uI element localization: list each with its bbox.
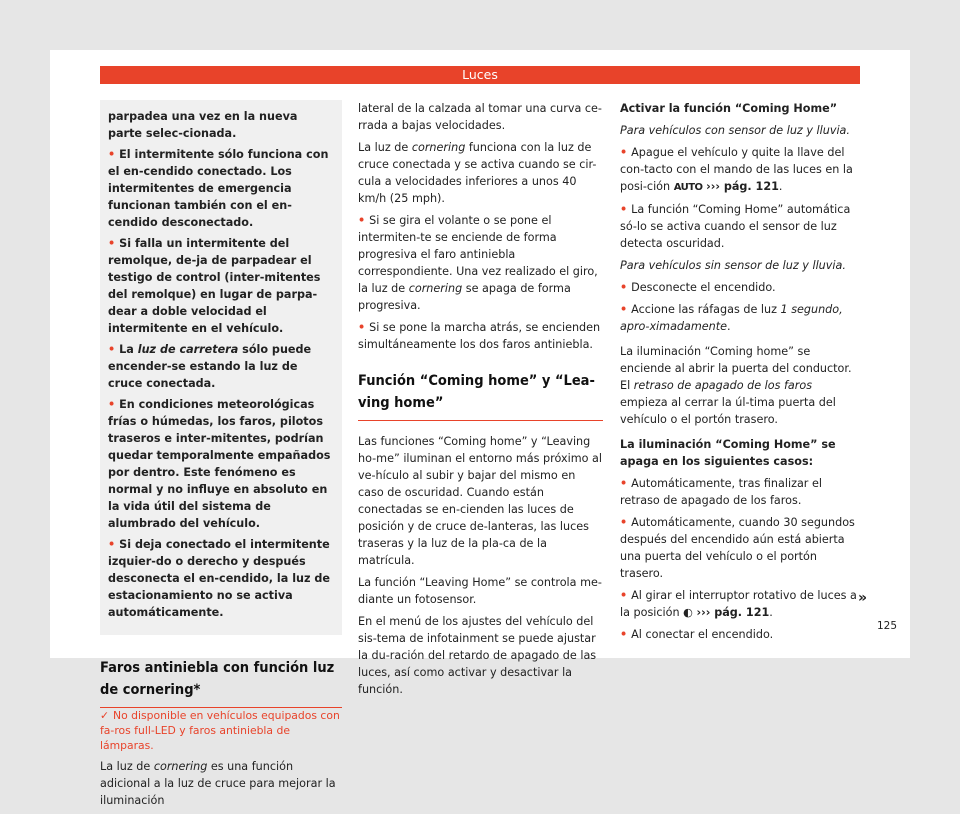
section-title-coming-home: Función “Coming home” y “Lea-ving home” bbox=[358, 370, 603, 421]
column-1 bbox=[100, 100, 342, 814]
bullet-icon: • bbox=[358, 321, 366, 334]
page-number: 125 bbox=[877, 620, 898, 632]
note-item: • El intermitente sólo funciona con el en-cendido conectado. Los intermitentes de emergencia funcionan también con el en-cendido desconectado. bbox=[108, 148, 329, 229]
column-3 bbox=[620, 100, 860, 648]
list-item: • Al conectar el encendido. bbox=[620, 628, 774, 641]
bullet-icon: • bbox=[620, 146, 628, 159]
bullet-icon: • bbox=[620, 628, 628, 641]
list-item: • Si se pone la marcha atrás, se encienden simultáneamente los dos faros antiniebla. bbox=[358, 321, 601, 351]
check-icon: ✓ bbox=[100, 709, 110, 722]
continue-icon: » bbox=[858, 590, 868, 606]
bullet-icon: • bbox=[620, 281, 628, 294]
list-item: • Al girar el interruptor rotativo de luces a la posición ◐ ››› pág. 121. bbox=[620, 589, 857, 619]
list-item: • Si se gira el volante o se pone el intermiten-te se enciende de forma progresiva el faro antiniebla correspondiente. Una vez realizado el giro, la luz de cornering se apaga de forma progresiva. bbox=[358, 214, 598, 312]
note-item: • En condiciones meteorológicas frías o húmedas, los faros, pilotos traseros e inter-mitentes, podrían quedar temporalmente empañados por dentro. Este fenómeno es normal y no influye en absoluto en la vida útil del sistema de alumbrado del vehículo. bbox=[108, 398, 331, 530]
bullet-icon: • bbox=[108, 148, 116, 161]
bullet-icon: • bbox=[620, 477, 628, 490]
paragraph: La iluminación “Coming home” se enciende al abrir la puerta del conductor. El retraso de apagado de los faros empieza al cerrar la úl-tima puerta del vehículo o el portón trasero. bbox=[620, 345, 852, 426]
note-item: • Si deja conectado el intermitente izquier-do o derecho y después desconecta el en-cendido, la luz de estacionamiento no se activa automáticamente. bbox=[108, 538, 331, 619]
paragraph: En el menú de los ajustes del vehículo del sis-tema de infotainment se puede ajustar la du-ración del retardo de apagado de las luces, así como activar y desactivar la función. bbox=[358, 615, 597, 696]
list-item: • La función “Coming Home” automática só-lo se activa cuando el sensor de luz detecta oscuridad. bbox=[620, 203, 851, 250]
list-item: • Automáticamente, cuando 30 segundos después del encendido aún está abierta una puerta del vehículo o el portón trasero. bbox=[620, 516, 855, 580]
list-item: • Automáticamente, tras finalizar el retraso de apagado de los faros. bbox=[620, 477, 822, 507]
bullet-icon: • bbox=[358, 214, 366, 227]
page-reference[interactable]: ››› pág. 121 bbox=[706, 180, 779, 193]
note-box bbox=[100, 100, 342, 635]
bullet-icon: • bbox=[620, 589, 628, 602]
note-text: parpadea una vez en la nueva parte selec-cionada. bbox=[108, 110, 298, 140]
condition-note: Para vehículos sin sensor de luz y lluvia. bbox=[620, 259, 846, 272]
subheading: Activar la función “Coming Home” bbox=[620, 102, 838, 115]
bullet-icon: • bbox=[620, 203, 628, 216]
subheading: La iluminación “Coming Home” se apaga en los siguientes casos: bbox=[620, 438, 836, 468]
note-item: • Si falla un intermitente del remolque, de-ja de parpadear el testigo de control (inter-mitentes del remolque) en lugar de parpa-dear a doble velocidad el intermitente en el vehículo. bbox=[108, 237, 321, 335]
light-switch-icon: ◐ bbox=[683, 606, 693, 619]
bullet-icon: • bbox=[108, 538, 116, 551]
paragraph: La luz de cornering es una función adicional a la luz de cruce para mejorar la iluminación bbox=[100, 760, 336, 807]
bullet-icon: • bbox=[620, 516, 628, 529]
paragraph: lateral de la calzada al tomar una curva ce-rrada a bajas velocidades. bbox=[358, 102, 602, 132]
list-item: • Desconecte el encendido. bbox=[620, 281, 776, 294]
auto-icon: AUTO bbox=[673, 182, 703, 193]
condition-note: Para vehículos con sensor de luz y lluvia. bbox=[620, 124, 850, 137]
bullet-icon: • bbox=[620, 303, 628, 316]
paragraph: Las funciones “Coming home” y “Leaving ho-me” iluminan el entorno más próximo al ve-hículo al subir y bajar del mismo en caso de oscuridad. Cuando están conectadas se en-cienden las luces de posición y de cruce de-lanteras, las luces traseras y la luz de la pla-ca de la matrícula. bbox=[358, 435, 602, 567]
section-title-fog-lights: Faros antiniebla con función luz de cornering* bbox=[100, 657, 342, 708]
page-header: Luces bbox=[100, 66, 860, 84]
paragraph: La luz de cornering funciona con la luz de cruce conectada y se activa cuando se cir-cula a velocidades inferiores a unos 40 km/h (25 mph). bbox=[358, 141, 597, 205]
note-item: • La luz de carretera sólo puede encender-se estando la luz de cruce conectada. bbox=[108, 343, 312, 390]
bullet-icon: • bbox=[108, 398, 116, 411]
bullet-icon: • bbox=[108, 237, 116, 250]
list-item: • Apague el vehículo y quite la llave del con-tacto con el mando de las luces en la posi-ción AUTO ››› pág. 121. bbox=[620, 146, 853, 193]
bullet-icon: • bbox=[108, 343, 116, 356]
list-item: • Accione las ráfagas de luz 1 segundo, apro-ximadamente. bbox=[620, 303, 843, 333]
column-2 bbox=[358, 100, 603, 703]
availability-note: ✓ No disponible en vehículos equipados con fa-ros full-LED y faros antiniebla de lámparas. bbox=[100, 709, 340, 752]
page-reference[interactable]: ››› pág. 121 bbox=[696, 606, 770, 619]
paragraph: La función “Leaving Home” se controla me-diante un fotosensor. bbox=[358, 576, 602, 606]
